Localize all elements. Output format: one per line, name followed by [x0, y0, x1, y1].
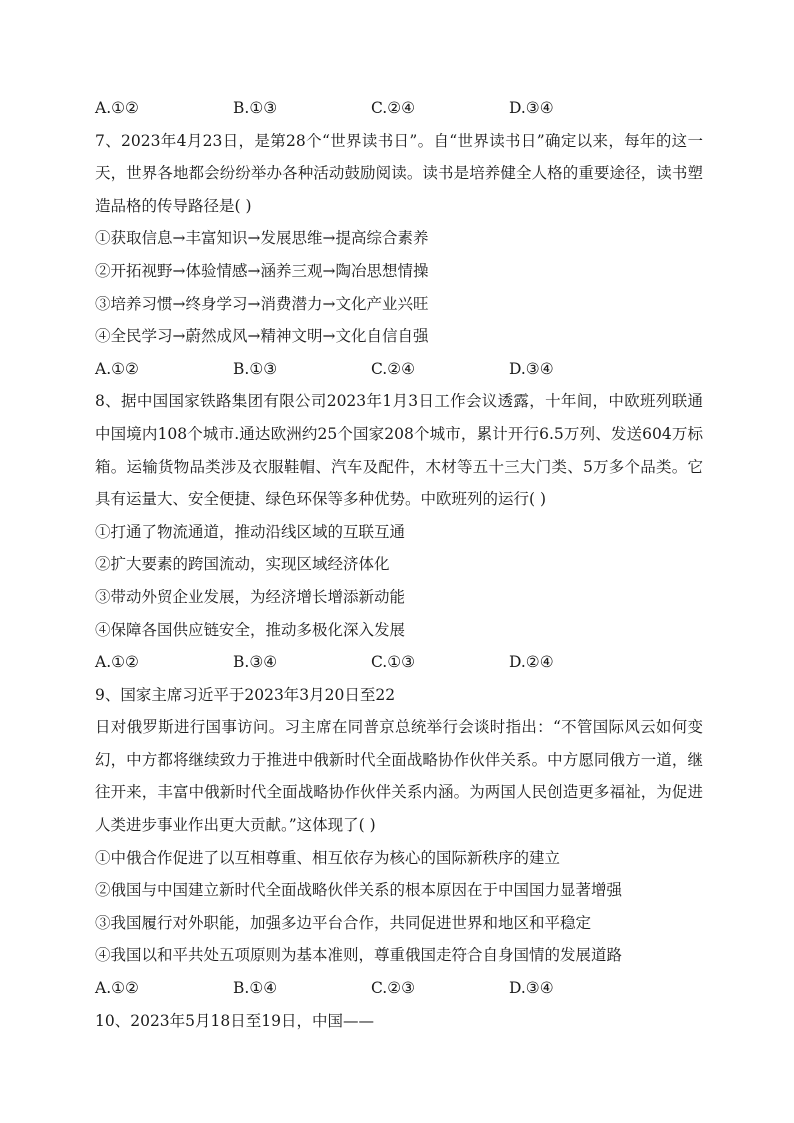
q7-statement-2: ②开拓视野→体验情感→涵养三观→陶冶思想情操: [95, 261, 429, 280]
exam-content: [95, 92, 703, 1037]
q8-option-c: C.①③: [371, 653, 416, 672]
q7-option-d: D.③④: [509, 359, 554, 378]
q6-option-a: A.①②: [95, 99, 139, 117]
q9-statement-1: ①中俄合作促进了以互相尊重、相互依存为核心的国际新秩序的建立: [95, 848, 561, 867]
q9-options: [95, 972, 703, 1005]
q9-statement-4: ④我国以和平共处五项原则为基本准则，尊重俄国走符合自身国情的发展道路: [95, 946, 623, 965]
q7-stem: 7、2023年4月23日，是第28个“世界读书日”。自“世界读书日”确定以来，每年的这一天，世界各地都会纷纷举办各种活动鼓励阅读。读书是培养健全人格的重要途径，读书塑造品格的传导路径是( ): [95, 131, 703, 215]
q9-statement-3: ③我国履行对外职能，加强多边平台合作，共同促进世界和地区和平稳定: [95, 913, 592, 932]
q9-option-b: B.①④: [233, 979, 278, 998]
q6-option-c: C.②④: [371, 99, 416, 117]
q7-statement-4: ④全民学习→蔚然成风→精神文明→文化自信自强: [95, 327, 429, 346]
q9-option-c: C.②③: [371, 979, 416, 998]
q8-statement-4: ④保障各国供应链安全，推动多极化深入发展: [95, 620, 406, 639]
q8-option-d: D.②④: [509, 653, 554, 672]
q7-option-b: B.①③: [233, 359, 278, 378]
q8-option-a: A.①②: [95, 653, 139, 672]
q9-option-d: D.③④: [509, 979, 554, 998]
q6-options: [95, 92, 703, 125]
q7-statement-3: ③培养习惯→终身学习→消费潜力→文化产业兴旺: [95, 294, 429, 313]
q6-option-d: D.③④: [509, 99, 554, 117]
q6-option-b: B.①③: [233, 99, 278, 117]
q7-option-a: A.①②: [95, 359, 139, 378]
q8-stem: 8、据中国国家铁路集团有限公司2023年1月3日工作会议透露，十年间，中欧班列联通中国境内108个城市.通达欧洲约25个国家208个城市，累计开行6.5万列、发送604万标箱。运输货物品类涉及衣服鞋帽、汽车及配件，木材等五十三大门类、5万多个品类。它具有运量大、安全便捷、绿色环保等多种优势。中欧班列的运行( ): [95, 392, 703, 509]
q7-option-c: C.②④: [371, 359, 416, 378]
q9-stem-rest: 日对俄罗斯进行国事访问。习主席在同普京总统举行会谈时指出：“不管国际风云如何变幻，中方都将继续致力于推进中俄新时代全面战略协作伙伴关系。中方愿同俄方一道，继往开来，丰富中俄新时代全面战略协作伙伴关系内涵。为两国人民创造更多福祉，为促进人类进步事业作出更大贡献。”这体现了( ): [95, 718, 703, 835]
q9-statement-2: ②俄国与中国建立新时代全面战略伙伴关系的根本原因在于中国国力显著增强: [95, 881, 623, 900]
q7-statement-1: ①获取信息→丰富知识→发展思维→提高综合素养: [95, 229, 429, 248]
q8-option-b: B.③④: [233, 653, 278, 672]
q9-option-a: A.①②: [95, 979, 139, 998]
q7-options: [95, 353, 703, 386]
q9-stem-line-1: 9、国家主席习近平于2023年3月20日至22: [95, 685, 396, 704]
q8-options: [95, 646, 703, 679]
q8-statement-3: ③带动外贸企业发展，为经济增长增添新动能: [95, 587, 406, 606]
q8-statement-2: ②扩大要素的跨国流动，实现区域经济体化: [95, 555, 390, 574]
q8-statement-1: ①打通了物流通道，推动沿线区域的互联互通: [95, 522, 406, 541]
q10-stem: 10、2023年5月18日至19日，中国——: [95, 1011, 374, 1030]
